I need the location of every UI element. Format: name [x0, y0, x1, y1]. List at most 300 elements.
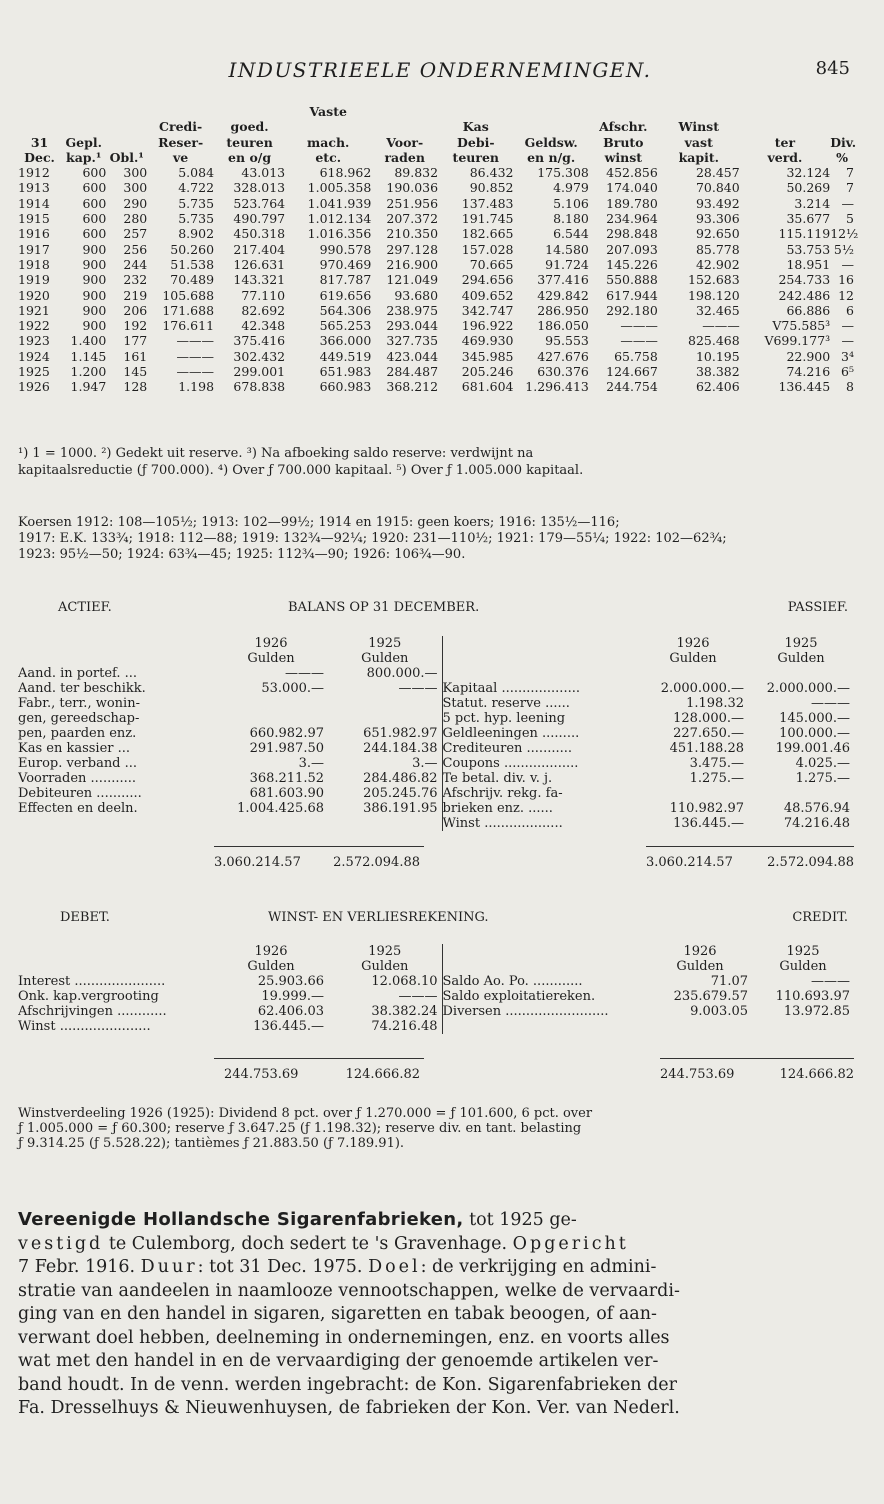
left-value-1925: 800.000.—: [366, 666, 438, 681]
column-header: etc.: [315, 149, 342, 165]
page-header: [0, 58, 884, 88]
table-cell: 3⁴: [841, 348, 854, 364]
table-cell: ———: [702, 318, 740, 334]
ledger-row: [18, 756, 854, 771]
table-cell: 74.216: [786, 364, 831, 380]
koersen-line: 1917: E.K. 133¾; 1918: 112—88; 1919: 132¾—92¼; 1920: 231—110½; 1921: 179—55¼; 1922: 102—62¾;: [18, 531, 727, 546]
winst-header: [18, 910, 854, 928]
right-label: Te betal. div. v. j.: [442, 771, 638, 786]
table-cell: 294.656: [461, 272, 514, 288]
ledger-row: [18, 974, 854, 989]
left-label: Effecten en deeln.: [18, 801, 138, 816]
company-line-2: [18, 1233, 860, 1257]
table-cell: 1912: [18, 165, 50, 181]
table-cell: ———: [620, 318, 658, 334]
year-1925-right: 1925: [786, 944, 820, 959]
table-cell: 4.979: [553, 180, 589, 196]
left-value-1925: [328, 711, 442, 726]
left-label: pen, paarden enz.: [18, 726, 137, 741]
duur-text: : tot 31 Dec. 1975.: [197, 1257, 369, 1277]
table-cell: 35.677: [786, 211, 831, 227]
right-value-1926: 3.475.—: [689, 756, 744, 771]
table-cell: 1920: [18, 287, 50, 303]
right-value-1926: [648, 1019, 752, 1034]
table-cell: 619.656: [319, 287, 372, 303]
table-cell: 206: [123, 302, 148, 318]
table-cell: 207.372: [386, 211, 439, 227]
column-header: [513, 119, 588, 134]
column-header: [658, 104, 740, 119]
table-cell: 105.688: [162, 287, 215, 303]
column-header: [830, 119, 854, 134]
table-cell: 327.735: [386, 333, 439, 349]
column-header: [106, 135, 147, 150]
winst-totals-left: [214, 1058, 424, 1085]
column-header: [589, 104, 658, 119]
ledger-row: [18, 816, 854, 831]
column-header: Afschr.: [599, 119, 648, 135]
table-cell: —: [841, 333, 854, 349]
table-cell: ———: [176, 333, 215, 349]
table-cell: 1.012.134: [307, 211, 372, 227]
header-row: [18, 104, 854, 119]
table-cell: 124.667: [606, 364, 658, 380]
table-row: [18, 379, 854, 394]
table-cell: 1926: [18, 379, 50, 395]
table-cell: 469.930: [461, 333, 514, 349]
table-cell: 89.832: [394, 165, 439, 181]
right-label: Saldo exploitatiereken.: [442, 989, 648, 1004]
table-cell: 565.253: [319, 318, 372, 334]
column-header: ve: [173, 149, 189, 165]
table-cell: 136.445: [778, 379, 831, 395]
winst-total-credit-1926: 244.753.69: [660, 1067, 735, 1082]
balans-total-passief-1925: 2.572.094.88: [767, 855, 854, 870]
left-value-1926: 681.603.90: [249, 786, 324, 801]
column-header: goed.: [230, 119, 269, 135]
table-cell: 219: [123, 287, 148, 303]
company-body: [18, 1280, 860, 1421]
table-cell: 970.469: [319, 256, 372, 272]
table-cell: 121.049: [386, 272, 439, 288]
winstverdeeling-line: ƒ 1.005.000 = ƒ 60.300; reserve ƒ 3.647.25 (ƒ 1.198.32); reserve div. en tant. belasting: [18, 1121, 582, 1136]
table-cell: 12½: [830, 226, 859, 242]
blank: [442, 651, 638, 666]
right-value-1925: 110.693.97: [775, 989, 850, 1004]
table-cell: 284.487: [386, 364, 439, 380]
table-cell: 91.724: [545, 256, 589, 272]
table-cell: 38.382: [695, 364, 740, 380]
column-header: [106, 119, 147, 134]
right-value-1926: 136.445.—: [673, 816, 744, 831]
right-value-1926: 9.003.05: [690, 1004, 748, 1019]
winst-title: WINST- EN VERLIESREKENING.: [268, 910, 489, 925]
table-cell: 678.838: [233, 379, 286, 395]
balans-table: [18, 636, 854, 831]
table-cell: 28.457: [695, 165, 740, 181]
table-cell: 16: [838, 272, 854, 288]
table-cell: 7: [846, 165, 854, 181]
table-row: [18, 242, 854, 257]
table-row: [18, 303, 854, 318]
table-cell: 5.735: [178, 211, 215, 227]
left-value-1925: 12.068.10: [371, 974, 438, 989]
company-body-line: band houdt. In de venn. werden ingebracht: de Kon. Sigarenfabrieken der: [18, 1374, 677, 1395]
table-cell: 43.013: [241, 165, 286, 181]
table-cell: 6.544: [553, 226, 589, 242]
table-cell: 14.580: [545, 241, 589, 257]
right-value-1926: 227.650.—: [673, 726, 744, 741]
left-value-1926: ———: [285, 666, 324, 681]
column-header: [740, 119, 830, 134]
table-cell: ———: [620, 333, 658, 349]
table-cell: 86.432: [469, 165, 514, 181]
unit-left: Gulden: [247, 959, 295, 974]
table-footnotes: [18, 445, 854, 479]
table-cell: 5.735: [178, 195, 215, 211]
table-cell: 126.631: [233, 256, 286, 272]
left-value-1926: 3.—: [298, 756, 324, 771]
ledger-row: [18, 786, 854, 801]
table-cell: 300: [123, 180, 148, 196]
right-label: Diversen .........................: [442, 1004, 648, 1019]
gevestigd-text: te Culemborg, doch sedert te 's Gravenhage.: [103, 1233, 513, 1254]
right-label: brieken enz. ......: [442, 801, 638, 816]
doel-label: Doel: [368, 1257, 421, 1277]
winst-totals-right: [660, 1058, 854, 1085]
ledger-row: [18, 1019, 854, 1034]
header-row: [18, 119, 854, 134]
winstverdeeling-line: Winstverdeeling 1926 (1925): Dividend 8 pct. over ƒ 1.270.000 = ƒ 101.600, 6 pct. over: [18, 1106, 593, 1121]
table-cell: 550.888: [606, 272, 658, 288]
table-cell: 216.900: [386, 256, 439, 272]
right-value-1926: [638, 786, 748, 801]
right-value-1925: ———: [811, 974, 850, 989]
unit-left: Gulden: [247, 651, 295, 666]
table-cell: 328.013: [233, 180, 286, 196]
company-intro: tot 1925 ge-: [463, 1210, 577, 1230]
right-label: [442, 666, 638, 681]
table-cell: V699.177³: [764, 333, 831, 349]
table-cell: 51.538: [170, 256, 215, 272]
table-cell: 190.036: [386, 180, 439, 196]
table-cell: 427.676: [537, 348, 589, 364]
left-value-1926: 136.445.—: [253, 1019, 324, 1034]
passief-title: PASSIEF.: [787, 600, 848, 615]
table-cell: 452.856: [606, 165, 658, 181]
ledger-row: [18, 771, 854, 786]
table-cell: 191.745: [461, 211, 514, 227]
left-label: Winst ......................: [18, 1019, 151, 1034]
table-cell: 18.951: [786, 256, 831, 272]
table-cell: 1.400: [70, 333, 107, 349]
column-header: [18, 104, 61, 119]
winst-total-credit-1925: 124.666.82: [779, 1067, 854, 1082]
table-cell: 85.778: [695, 241, 740, 257]
left-value-1926: 53.000.—: [261, 681, 324, 696]
table-cell: 1.296.413: [525, 379, 589, 395]
opgericht-date: 7 Febr. 1916.: [18, 1257, 141, 1277]
table-cell: 66.886: [786, 302, 831, 318]
footnote-line: ¹) 1 = 1000. ²) Gedekt uit reserve. ³) Na afboeking saldo reserve: verdwijnt na: [18, 446, 534, 461]
column-header: Obl.¹: [109, 149, 144, 165]
table-cell: 1.005.358: [307, 180, 372, 196]
koersen-paragraph: [18, 515, 854, 563]
table-cell: 1913: [18, 180, 50, 196]
left-value-1925: 244.184.38: [363, 741, 438, 756]
balans-total-actief-1926: 3.060.214.57: [214, 855, 301, 870]
left-label: Kas en kassier ...: [18, 741, 131, 756]
column-header: verd.: [767, 149, 803, 165]
ledger-row: [18, 711, 854, 726]
table-cell: 450.318: [233, 226, 286, 242]
column-header: Reser-: [158, 134, 204, 150]
left-label: Debiteuren ...........: [18, 786, 142, 801]
table-cell: 600: [82, 165, 107, 181]
right-label: Winst ...................: [442, 816, 638, 831]
table-row: [18, 165, 854, 180]
unit-right: Gulden: [669, 651, 717, 666]
table-cell: 293.044: [386, 318, 439, 334]
table-cell: 342.747: [461, 302, 514, 318]
right-label: 5 pct. hyp. leening: [442, 711, 638, 726]
table-cell: 900: [82, 302, 107, 318]
table-cell: 65.758: [614, 348, 658, 364]
balans-total-passief-1926: 3.060.214.57: [646, 855, 733, 870]
table-cell: 157.028: [461, 241, 514, 257]
table-cell: 50.260: [170, 241, 215, 257]
table-cell: 299.001: [233, 364, 286, 380]
right-label: Afschrijv. rekg. fa-: [442, 786, 638, 801]
table-cell: —: [841, 318, 854, 334]
table-cell: 409.652: [461, 287, 514, 303]
right-value-1925: 48.576.94: [783, 801, 850, 816]
table-cell: 145.226: [606, 256, 658, 272]
table-cell: 254.733: [778, 272, 831, 288]
blank: [442, 944, 648, 959]
column-header: Kas: [462, 119, 489, 135]
table-cell: 22.900: [786, 348, 831, 364]
table-cell: 1924: [18, 348, 50, 364]
table-cell: 242.486: [778, 287, 831, 303]
left-value-1926: [214, 696, 328, 711]
left-value-1925: 74.216.48: [371, 1019, 438, 1034]
table-cell: 900: [82, 256, 107, 272]
table-cell: 290: [123, 195, 148, 211]
table-row: [18, 318, 854, 333]
header-row: [18, 150, 854, 165]
winst-total-debet-1925: 124.666.82: [345, 1067, 420, 1082]
table-cell: 302.432: [233, 348, 286, 364]
left-label: Onk. kap.vergrooting: [18, 989, 159, 1004]
table-row: [18, 226, 854, 241]
table-cell: 175.308: [537, 165, 589, 181]
left-value-1925: ———: [398, 989, 438, 1004]
blank: [442, 959, 648, 974]
unit-header-row: [18, 959, 854, 974]
table-cell: 145: [123, 364, 148, 380]
unit-left: Gulden: [361, 651, 409, 666]
right-value-1925: [748, 666, 854, 681]
table-cell: 95.553: [545, 333, 589, 349]
column-header: [285, 119, 371, 134]
right-value-1925: [752, 1019, 854, 1034]
right-label: Coupons ..................: [442, 756, 638, 771]
table-cell: 217.404: [233, 241, 286, 257]
right-value-1925: 145.000.—: [779, 711, 850, 726]
column-header: Voor-: [386, 134, 424, 150]
table-cell: 298.848: [606, 226, 658, 242]
left-value-1925: 205.245.76: [363, 786, 438, 801]
column-header: [61, 104, 106, 119]
table-cell: 70.665: [469, 256, 514, 272]
blank: [18, 959, 214, 974]
table-cell: 161: [123, 348, 148, 364]
year-1926-right: 1926: [676, 636, 710, 651]
left-value-1926: 62.406.03: [257, 1004, 324, 1019]
right-value-1926: [638, 666, 748, 681]
table-cell: 1918: [18, 256, 50, 272]
table-cell: 368.212: [386, 379, 439, 395]
left-label: Interest ......................: [18, 974, 166, 989]
table-cell: 70.840: [695, 180, 740, 196]
table-cell: 825.468: [688, 333, 740, 349]
table-cell: 171.688: [162, 302, 215, 318]
table-cell: 143.321: [233, 272, 286, 288]
table-cell: 900: [82, 287, 107, 303]
column-header: winst: [604, 149, 643, 165]
year-1926-left: 1926: [254, 944, 288, 959]
table-cell: 990.578: [319, 241, 372, 257]
table-cell: 192: [123, 318, 148, 334]
table-row: [18, 333, 854, 348]
table-cell: 244: [123, 256, 148, 272]
table-cell: 3.214: [794, 195, 831, 211]
company-description: [18, 1208, 860, 1421]
column-header: en n/g.: [527, 149, 576, 165]
table-cell: 1.016.356: [307, 226, 372, 242]
left-value-1925: ———: [398, 681, 438, 696]
table-cell: 257: [123, 226, 148, 242]
unit-right: Gulden: [676, 959, 724, 974]
year-1925-left: 1925: [368, 944, 402, 959]
ledger-row: [18, 801, 854, 816]
table-cell: 42.348: [241, 318, 286, 334]
left-value-1925: 284.486.82: [363, 771, 438, 786]
right-value-1926: 71.07: [710, 974, 748, 989]
table-cell: 82.692: [241, 302, 286, 318]
balans-header: [18, 600, 854, 618]
table-cell: 1925: [18, 364, 50, 380]
table-cell: 1917: [18, 241, 50, 257]
right-value-1926: 128.000.—: [673, 711, 744, 726]
table-cell: 600: [82, 195, 107, 211]
left-value-1926: [214, 711, 328, 726]
right-value-1925: [748, 786, 854, 801]
table-cell: ———: [176, 348, 215, 364]
left-value-1926: 1.004.425.68: [237, 801, 324, 816]
table-cell: 5½: [833, 241, 854, 257]
table-row: [18, 211, 854, 226]
right-value-1925: 74.216.48: [783, 816, 850, 831]
header-row: [18, 135, 854, 150]
right-value-1925: 100.000.—: [779, 726, 850, 741]
winst-total-debet-1926: 244.753.69: [224, 1067, 299, 1082]
table-cell: 1921: [18, 302, 50, 318]
column-header: [438, 104, 513, 119]
column-header: Credi-: [159, 119, 203, 135]
table-cell: 186.050: [537, 318, 589, 334]
column-header: kapit.: [678, 149, 719, 165]
table-cell: 177: [123, 333, 148, 349]
blank: [442, 636, 638, 651]
column-header: [830, 104, 854, 119]
table-row: [18, 180, 854, 195]
table-cell: 251.956: [386, 195, 439, 211]
company-body-line: ging van en den handel in sigaren, sigaretten en tabak beoogen, of aan-: [18, 1304, 657, 1324]
table-cell: 92.650: [695, 226, 740, 242]
left-value-1926: 660.982.97: [249, 726, 324, 741]
company-body-line: stratie van aandeelen in naamlooze vennootschappen, welke de vervaardi-: [18, 1280, 680, 1301]
right-label: Kapitaal ...................: [442, 681, 638, 696]
right-value-1926: 451.188.28: [669, 741, 744, 756]
table-cell: 205.246: [461, 364, 514, 380]
table-row: [18, 349, 854, 364]
table-row: [18, 288, 854, 303]
table-cell: 617.944: [606, 287, 658, 303]
column-header: vast: [684, 134, 713, 150]
doel-text: : de verkrijging en admini-: [420, 1257, 657, 1277]
table-cell: 152.683: [688, 272, 740, 288]
table-cell: 900: [82, 272, 107, 288]
ledger-row: [18, 741, 854, 756]
left-value-1925: 651.982.97: [363, 726, 438, 741]
column-header: Gepl.: [65, 134, 102, 150]
column-header: [61, 119, 106, 134]
table-cell: 50.269: [786, 180, 831, 196]
left-label: Fabr., terr., wonin-: [18, 696, 140, 711]
table-cell: —: [841, 195, 854, 211]
left-label: Voorraden ...........: [18, 771, 137, 786]
table-cell: 490.797: [233, 211, 286, 227]
right-label: Statut. reserve ......: [442, 696, 638, 711]
table-cell: 5: [846, 211, 854, 227]
left-value-1926: 368.211.52: [249, 771, 324, 786]
right-value-1925: 2.000.000.—: [766, 681, 850, 696]
winst-table: [18, 944, 854, 1034]
left-label: Afschrijvingen ............: [18, 1004, 167, 1019]
table-cell: 1923: [18, 333, 50, 349]
company-line-3: [18, 1256, 860, 1280]
unit-left: Gulden: [361, 959, 409, 974]
debet-title: DEBET.: [60, 910, 110, 925]
column-header: Vaste: [309, 104, 347, 119]
table-cell: 429.842: [537, 287, 589, 303]
year-1926-left: 1926: [254, 636, 288, 651]
ledger-row: [18, 1004, 854, 1019]
left-label: [18, 816, 214, 831]
table-cell: 232: [123, 272, 148, 288]
column-header: kap.¹: [66, 149, 102, 165]
page-number: 845: [815, 58, 850, 79]
table-cell: 5.106: [553, 195, 589, 211]
ledger-row: [18, 681, 854, 696]
right-value-1925: 4.025.—: [795, 756, 850, 771]
left-label: Aand. ter beschikk.: [18, 681, 146, 696]
blank: [18, 944, 214, 959]
table-row: [18, 272, 854, 287]
left-value-1925: 386.191.95: [363, 801, 438, 816]
